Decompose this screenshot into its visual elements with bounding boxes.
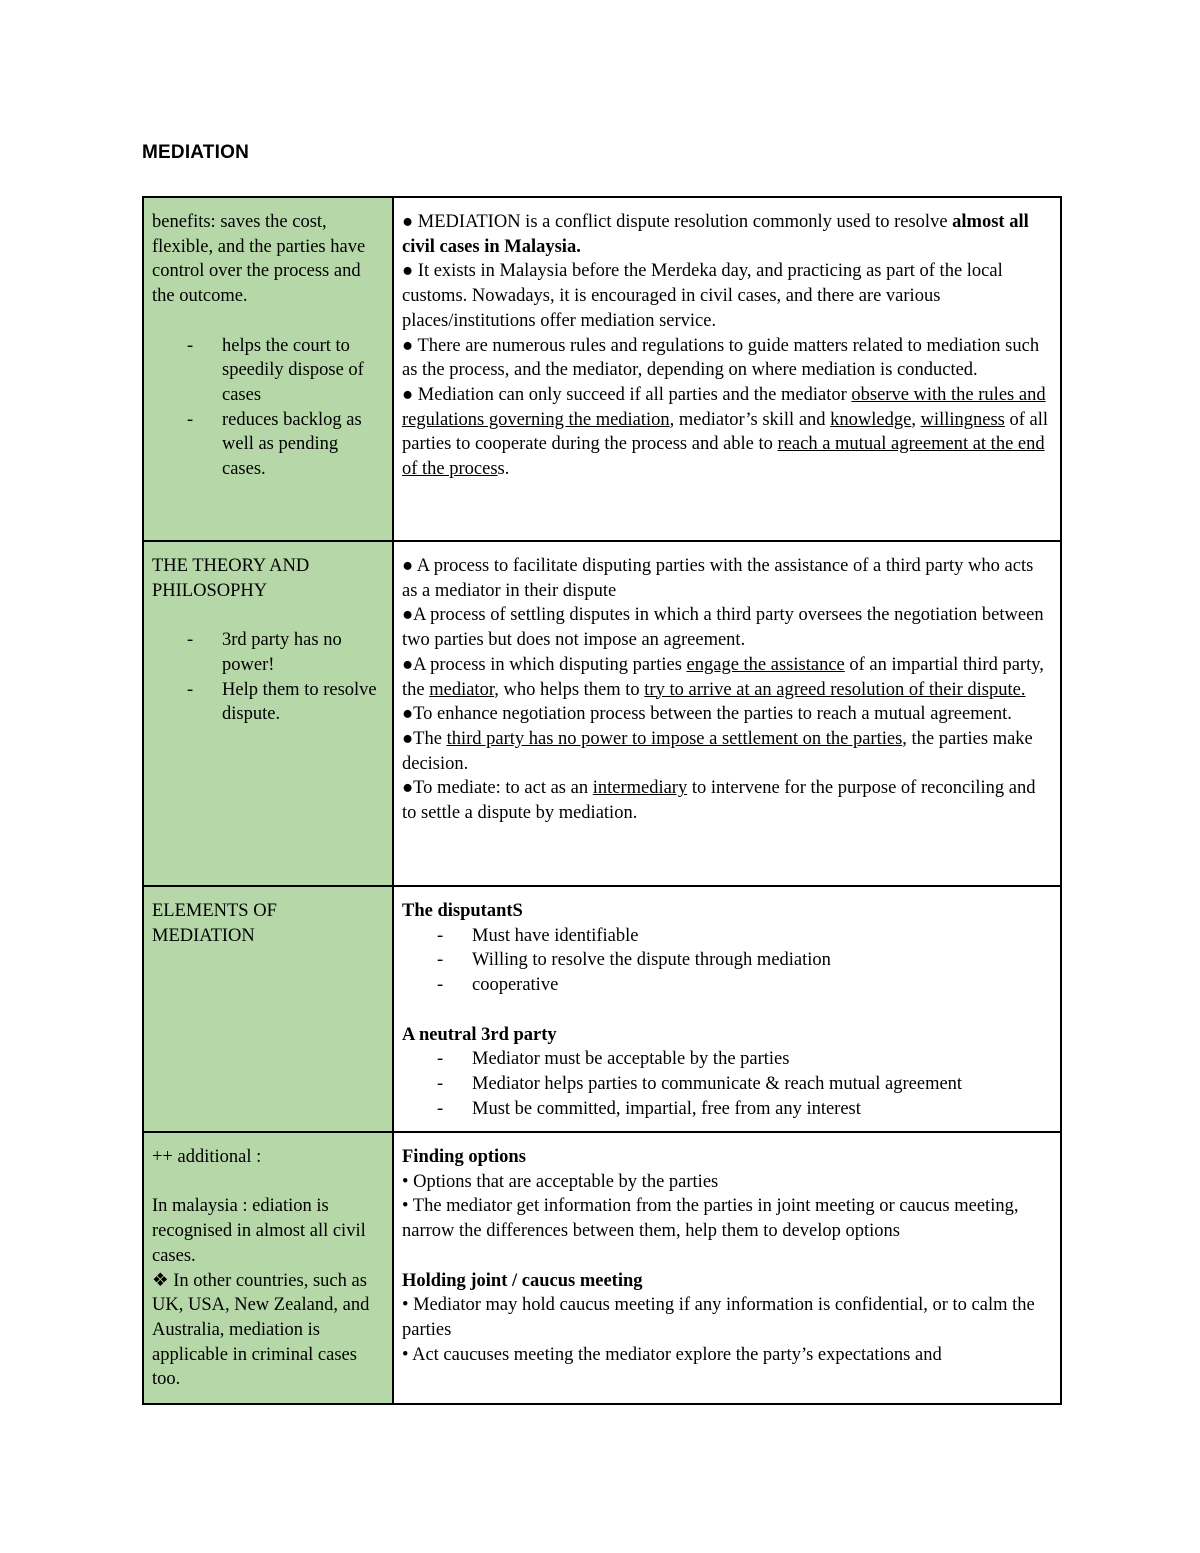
disputants-heading: The disputantS [402,901,523,921]
list-item: - cooperative [472,973,1052,998]
elements-heading: ELEMENTS OF MEDIATION [152,901,277,946]
finding-options-bullet-2: • The mediator get information from the parties in joint meeting or caucus meeting, narrow the differences between them, help them to develop options [402,1196,1019,1242]
list-item: - Willing to resolve the dispute through mediation [472,948,1052,973]
definition-bullet-1: ● MEDIATION is a conflict dispute resolution commonly used to resolve almost all civil cases in Malaysia. [402,212,1029,257]
list-item: - helps the court to speedily dispose of cases [222,334,384,408]
theory-bullet-5: ●The third party has no power to impose a settlement on the parties, the parties make decision. [402,728,1033,774]
definition-bullet-3: ● There are numerous rules and regulations to guide matters related to mediation such as the process, and the mediator, depending on where mediation is conducted. [402,335,1040,381]
theory-bullet-1: ● A process to facilitate disputing parties with the assistance of a third party who acts as a mediator in their dispute [402,556,1034,601]
list-item: - Mediator helps parties to communicate & reach mutual agreement [472,1072,1052,1097]
table-row-elements [143,886,1061,1132]
page-title: MEDIATION [142,142,249,163]
table-row-additional [143,1132,1061,1404]
theory-bullet-3: ●A process in which disputing parties engage the assistance of an impartial third party, the mediator, who helps them to try to arrive at an agreed resolution of their dispute. [402,654,1044,700]
additional-label: ++ additional : [152,1147,262,1167]
finding-options-heading: Finding options [402,1147,526,1167]
left-cell-theory [143,541,393,886]
list-item: - Must be committed, impartial, free from any interest [472,1097,1052,1122]
benefits-list [152,334,384,482]
theory-bullet-2: ●A process of settling disputes in which a third party oversees the negotiation between two parties but does not impose an agreement. [402,605,1044,651]
theory-bullet-4: ●To enhance negotiation process between the parties to reach a mutual agreement. [402,704,1012,725]
left-cell-benefits [143,197,393,541]
theory-list [152,628,384,727]
right-cell-elements [393,886,1061,1132]
notes-table [142,196,1062,1405]
benefits-intro: benefits: saves the cost, flexible, and the parties have control over the process and the outcome. [152,212,366,307]
right-cell-definition [393,197,1061,541]
list-item: - Help them to resolve dispute. [222,678,384,727]
additional-other-countries: ❖ In other countries, such as UK, USA, New Zealand, and Australia, mediation is applicable in criminal cases too. [152,1270,370,1390]
disputants-list [402,924,1052,998]
caucus-meeting-bullet-1: • Mediator may hold caucus meeting if any information is confidential, or to calm the parties [402,1295,1035,1340]
list-item: - 3rd party has no power! [222,628,384,677]
caucus-meeting-heading: Holding joint / caucus meeting [402,1270,643,1291]
right-cell-process [393,1132,1061,1404]
table-row-theory [143,541,1061,886]
left-cell-additional [143,1132,393,1404]
finding-options-bullet-1: • Options that are acceptable by the parties [402,1171,719,1192]
neutral-party-list [402,1047,1052,1121]
definition-bullet-2: ● It exists in Malaysia before the Merdeka day, and practicing as part of the local customs. Nowadays, it is encouraged in civil cases, and there are various places/institutions offer mediation service. [402,261,1003,331]
right-cell-theory [393,541,1061,886]
list-item: - reduces backlog as well as pending cases. [222,408,384,482]
theory-heading: THE THEORY AND PHILOSOPHY [152,556,310,601]
additional-malaysia: In malaysia : ediation is recognised in almost all civil cases. [152,1196,366,1266]
definition-bullet-4: ● Mediation can only succeed if all parties and the mediator observe with the rules and regulations governing the mediation, mediator’s skill and knowledge, willingness of all parties to cooperate during the process and able to reach a mutual agreement at the end of the process. [402,384,1049,480]
caucus-meeting-bullet-2: • Act caucuses meeting the mediator explore the party’s expectations and [402,1344,942,1365]
theory-bullet-6: ●To mediate: to act as an intermediary to intervene for the purpose of reconciling and to settle a dispute by mediation. [402,778,1036,824]
neutral-party-heading: A neutral 3rd party [402,1024,557,1045]
list-item: - Must have identifiable [472,924,1052,949]
left-cell-elements [143,886,393,1132]
list-item: - Mediator must be acceptable by the parties [472,1047,1052,1072]
table-row-benefits [143,197,1061,541]
